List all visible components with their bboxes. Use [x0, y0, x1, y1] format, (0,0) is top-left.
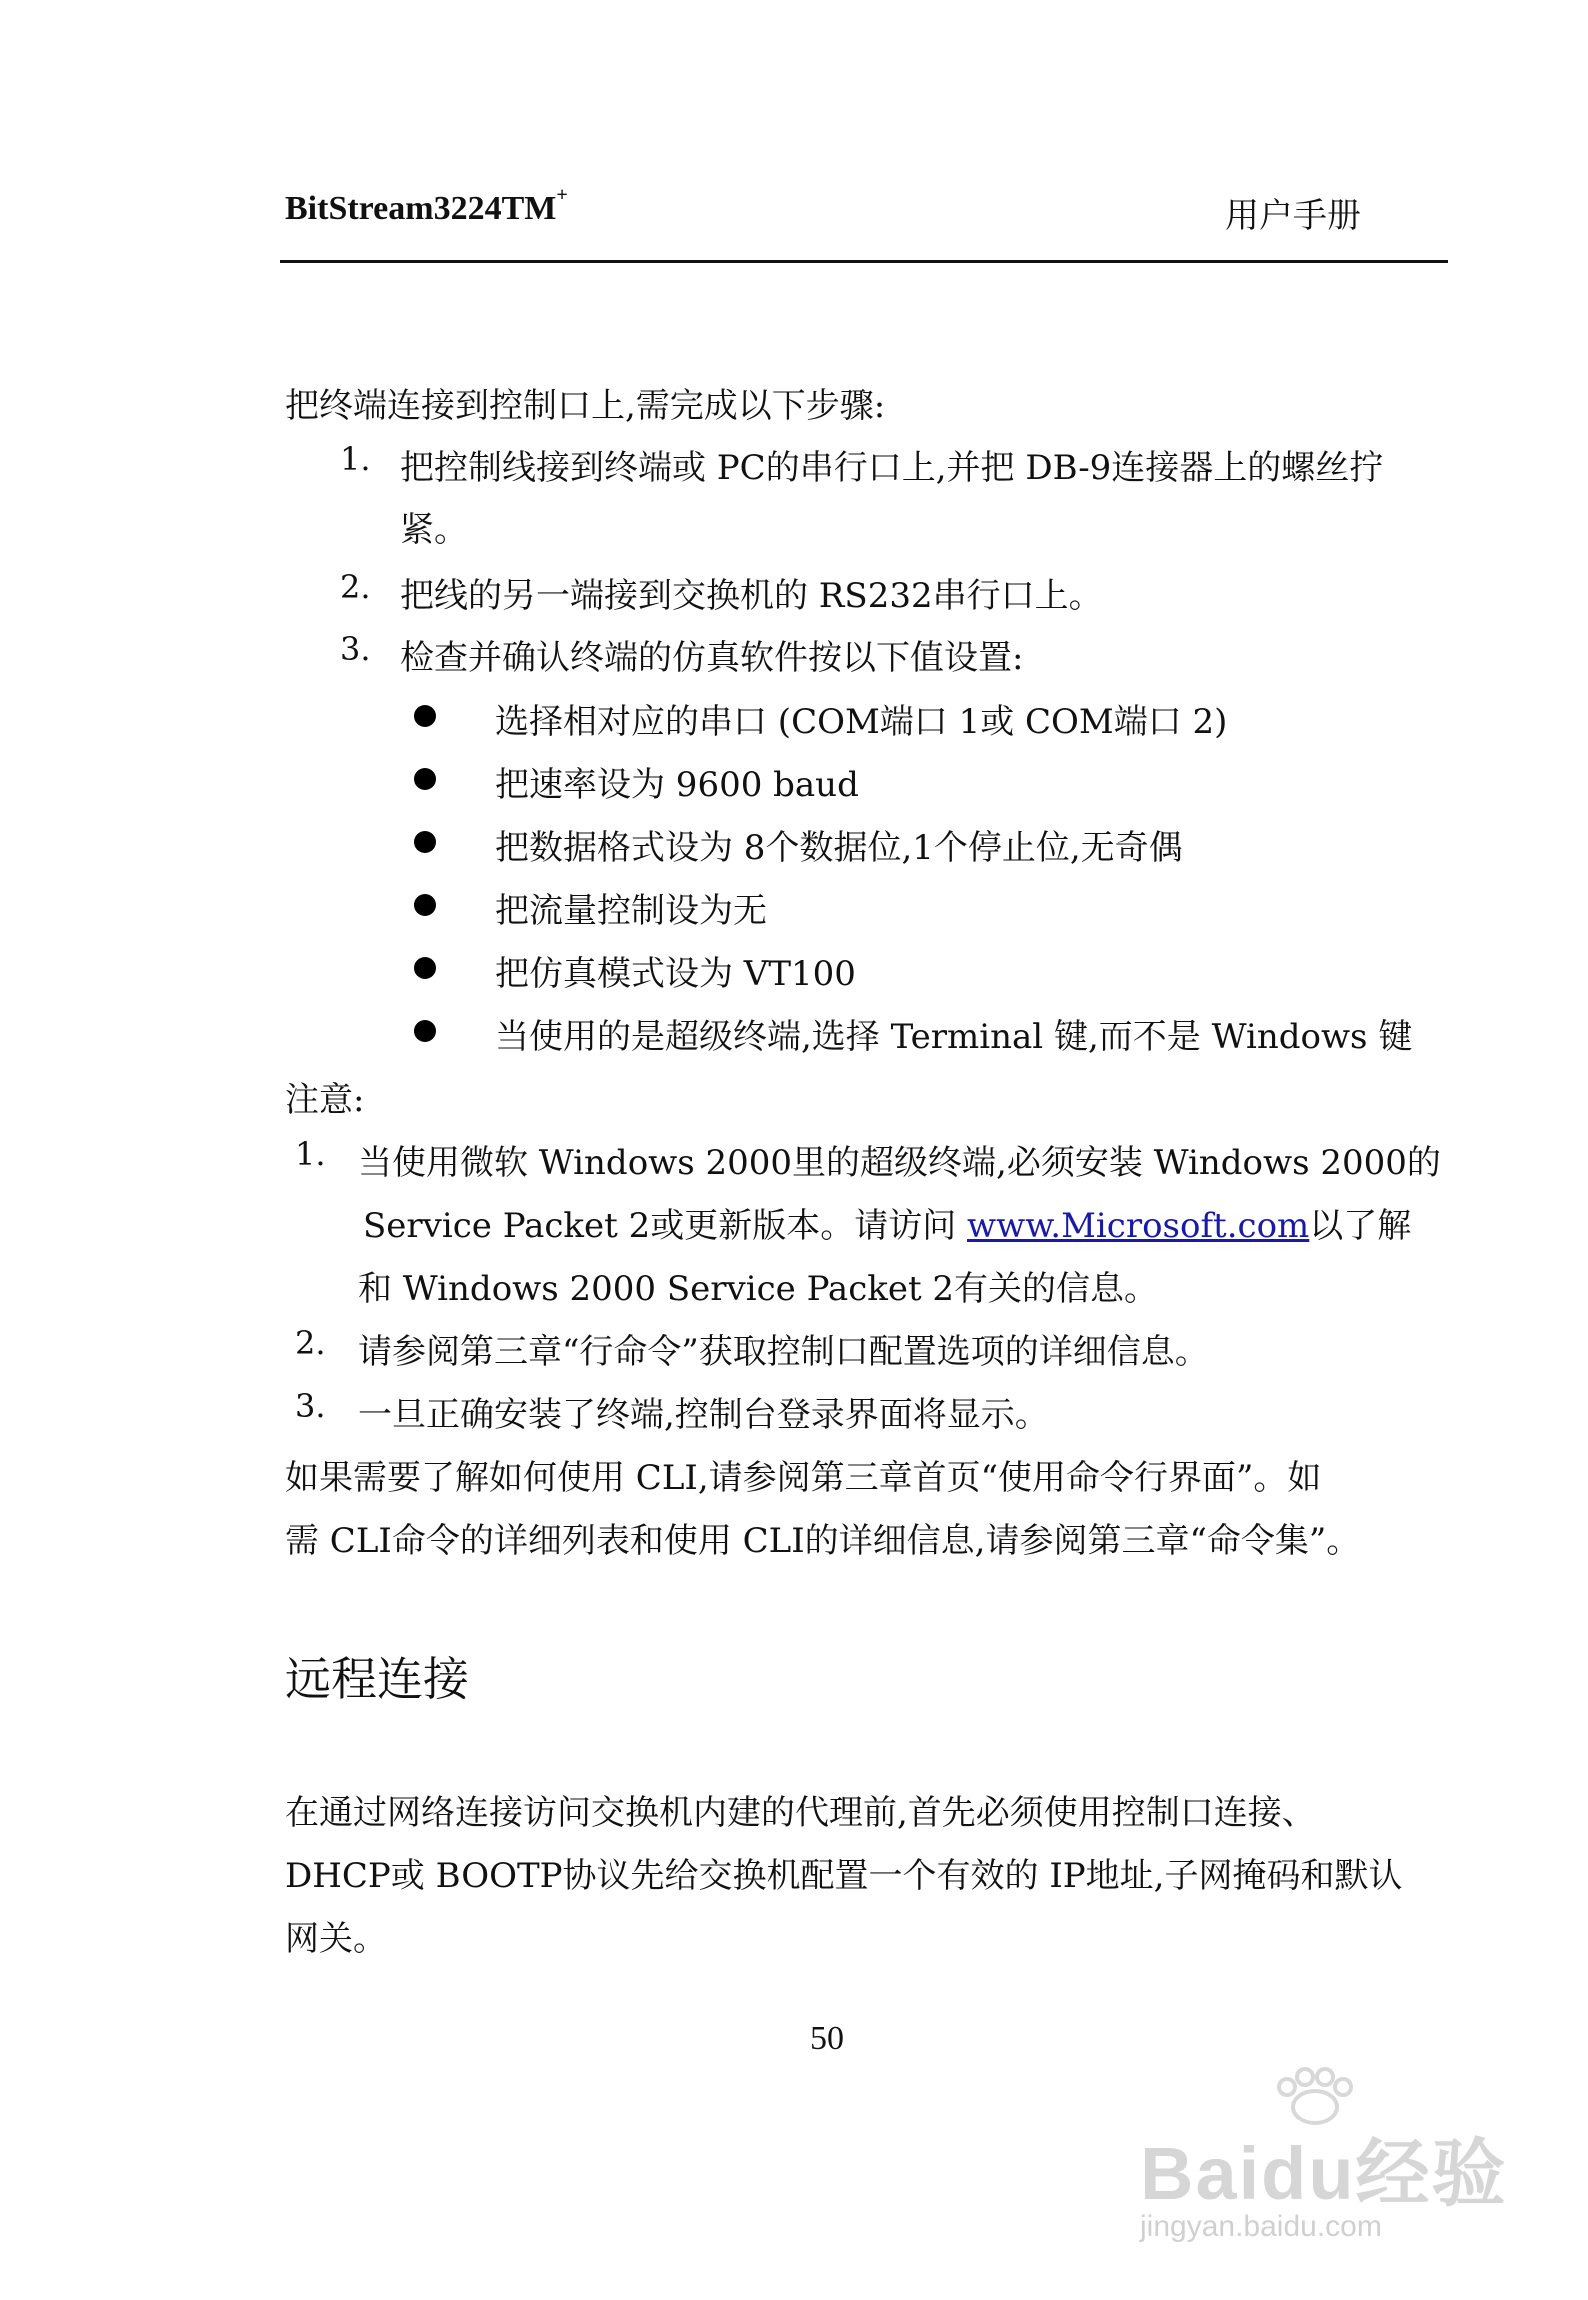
bullet-icon: [414, 1020, 436, 1042]
header-title: BitStream3224TM+: [285, 184, 568, 227]
cli-paragraph-line-1: 如果需要了解如何使用 CLI,请参阅第三章首页“使用命令行界面”。如: [285, 1458, 1322, 1498]
step-2-number: 2.: [340, 568, 371, 606]
watermark-brand: Baidu经验: [1140, 2132, 1508, 2215]
watermark-url: jingyan.baidu.com: [1140, 2210, 1382, 2243]
note-1-line-3: 和 Windows 2000 Service Packet 2有关的信息。: [358, 1269, 1159, 1309]
bullet-text: 把速率设为 9600 baud: [495, 765, 859, 805]
step-1-number: 1.: [340, 440, 371, 478]
note-1-number: 1.: [295, 1135, 326, 1173]
header-manual-label: 用户手册: [1225, 196, 1361, 236]
remote-paragraph-line-1: 在通过网络连接访问交换机内建的代理前,首先必须使用控制口连接、: [285, 1793, 1316, 1833]
step-2-text: 把线的另一端接到交换机的 RS232串行口上。: [400, 576, 1103, 616]
step-3-text: 检查并确认终端的仿真软件按以下值设置:: [400, 638, 1024, 678]
header-title-superscript: +: [556, 184, 568, 206]
bullet-icon: [414, 768, 436, 790]
header-divider: [280, 260, 1448, 263]
note-2-text: 请参阅第三章“行命令”获取控制口配置选项的详细信息。: [358, 1332, 1209, 1372]
note-1-line-2: Service Packet 2或更新版本。请访问 www.Microsoft.com以了解: [363, 1206, 1412, 1246]
page-number: 50: [810, 2020, 844, 2057]
step-3-number: 3.: [340, 630, 371, 668]
bullet-text: 把流量控制设为无: [495, 891, 767, 931]
cli-paragraph-line-2: 需 CLI命令的详细列表和使用 CLI的详细信息,请参阅第三章“命令集”。: [285, 1521, 1361, 1561]
bullet-text: 当使用的是超级终端,选择 Terminal 键,而不是 Windows 键: [495, 1017, 1413, 1057]
note-label: 注意:: [285, 1080, 365, 1120]
bullet-icon: [414, 831, 436, 853]
microsoft-link[interactable]: www.Microsoft.com: [967, 1206, 1310, 1246]
intro-text: 把终端连接到控制口上,需完成以下步骤:: [285, 386, 886, 426]
note-3-number: 3.: [295, 1387, 326, 1425]
bullet-text: 把数据格式设为 8个数据位,1个停止位,无奇偶: [495, 828, 1183, 868]
remote-paragraph-line-3: 网关。: [285, 1919, 387, 1959]
step-1-text-cont: 紧。: [400, 510, 468, 550]
note-1-line-1: 当使用微软 Windows 2000里的超级终端,必须安装 Windows 2000的: [358, 1143, 1441, 1183]
note-3-text: 一旦正确安装了终端,控制台登录界面将显示。: [358, 1395, 1049, 1435]
bullet-icon: [414, 894, 436, 916]
bullet-icon: [414, 705, 436, 727]
bullet-text: 选择相对应的串口 (COM端口 1或 COM端口 2): [495, 702, 1228, 742]
bullet-icon: [414, 957, 436, 979]
note-2-number: 2.: [295, 1324, 326, 1362]
bullet-text: 把仿真模式设为 VT100: [495, 954, 856, 994]
section-heading: 远程连接: [285, 1652, 469, 1706]
remote-paragraph-line-2: DHCP或 BOOTP协议先给交换机配置一个有效的 IP地址,子网掩码和默认: [285, 1856, 1403, 1896]
step-1-text: 把控制线接到终端或 PC的串行口上,并把 DB-9连接器上的螺丝拧: [400, 448, 1384, 488]
